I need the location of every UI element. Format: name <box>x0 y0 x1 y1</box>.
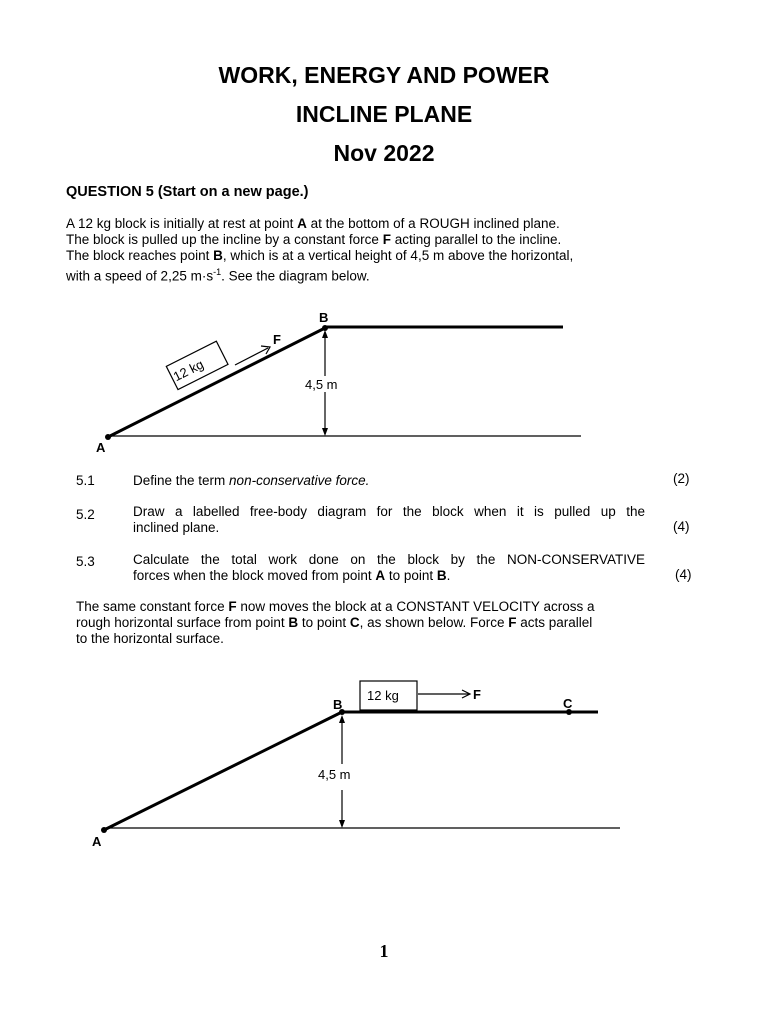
subquestion-5-1-number: 5.1 <box>76 473 95 488</box>
intro-line-4: with a speed of 2,25 $m\cdot s^{-1}$. See the diagram below. <box>66 267 370 284</box>
subquestion-5-3-marks: (4) <box>675 567 692 582</box>
height-arrow-head-up <box>339 715 345 723</box>
subquestion-5-2-number: 5.2 <box>76 507 95 522</box>
second-line-1: The same constant force F now moves the block at a CONSTANT VELOCITY across a <box>76 599 595 614</box>
subquestion-5-2-text: Draw a labelled free-body diagram for the block when it is pulled up the inclined plane. <box>133 504 645 535</box>
subquestion-5-2-marks: (4) <box>673 519 690 534</box>
second-paragraph <box>76 599 656 647</box>
horizontal-diagram <box>0 672 768 857</box>
point-b-label: B <box>319 310 329 325</box>
subquestion-5-1-marks: (2) <box>673 471 690 486</box>
second-line-3: to the horizontal surface. <box>76 631 224 646</box>
point-a-dot <box>105 434 111 440</box>
height-arrow-head-up <box>322 330 328 338</box>
height-arrow-head-down <box>322 428 328 436</box>
intro-paragraph <box>66 216 666 285</box>
page-number: 1 <box>379 941 389 961</box>
point-a-dot <box>101 827 107 833</box>
title-line-1: WORK, ENERGY AND POWER <box>218 62 550 88</box>
point-a-label: A <box>92 834 102 849</box>
height-label: 4,5 m <box>318 767 351 782</box>
incline-diagram <box>0 300 768 465</box>
height-label: 4,5 m <box>305 377 338 392</box>
point-a-label: A <box>96 440 106 455</box>
intro-line-2: The block is pulled up the incline by a constant force F acting parallel to the incline. <box>66 232 562 247</box>
block-label: 12 kg <box>170 356 206 385</box>
block-label: 12 kg <box>367 688 399 703</box>
second-line-2: rough horizontal surface from point B to point C, as shown below. Force F acts parallel <box>76 615 593 630</box>
force-label: F <box>473 687 481 702</box>
height-arrow-head-down <box>339 820 345 828</box>
question-heading: QUESTION 5 (Start on a new page.) <box>66 184 309 200</box>
force-arrow <box>235 348 268 365</box>
force-arrow-head <box>261 346 270 354</box>
subquestion-5-3-text: Calculate the total work done on the block by the NON-CONSERVATIVE forces when the block moved from point A to point B. <box>133 552 645 583</box>
intro-line-3: The block reaches point B, which is at a vertical height of 4,5 m above the horizontal, <box>66 248 574 263</box>
intro-line-1: A 12 kg block is initially at rest at point A at the bottom of a ROUGH inclined plane. <box>66 216 560 231</box>
point-c-label: C <box>563 696 573 711</box>
subquestion-5-3-number: 5.3 <box>76 554 95 569</box>
incline-surface <box>104 712 342 830</box>
title-line-2: INCLINE PLANE <box>295 101 473 127</box>
subquestion-5-1-text: Define the term non-conservative force. <box>133 473 370 488</box>
point-b-label: B <box>333 697 343 712</box>
force-label: F <box>273 332 281 347</box>
title-line-3: Nov 2022 <box>333 140 435 166</box>
